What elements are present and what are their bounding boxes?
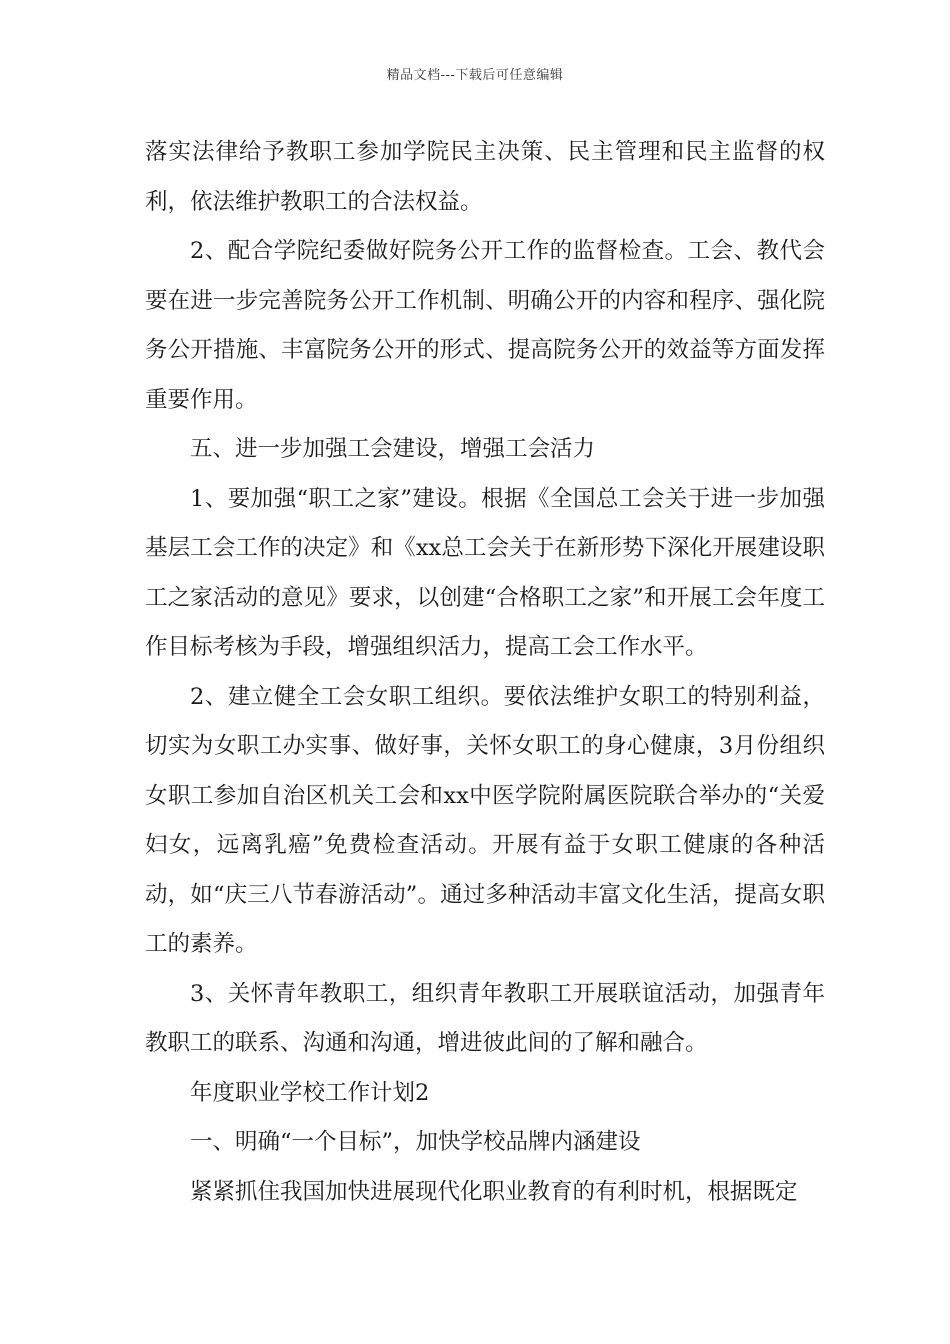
- document-body: [145, 128, 825, 1217]
- paragraph-item-1-workers-home: 1、要加强“职工之家”建设。根据《全国总工会关于进一步加强基层工会工作的决定》和《xx总工会关于在新形势下深化开展建设职工之家活动的意见》要求，以创建“合格职工之家”和开展工会年度工作目标考核为手段，增强组织活力，提高工会工作水平。: [145, 485, 825, 660]
- paragraph-opening: 紧紧抓住我国加快进展现代化职业教育的有利时机，根据既定: [190, 1178, 798, 1205]
- paragraph-item-3-young-workers: 3、关怀青年教职工，组织青年教职工开展联谊活动，加强青年教职工的联系、沟通和沟通，增进彼此间的了解和融合。: [145, 980, 825, 1056]
- paragraph-item-2-female-workers: 2、建立健全工会女职工组织。要依法维护女职工的特别利益，切实为女职工办实事、做好事，关怀女职工的身心健康，3月份组织女职工参加自治区机关工会和xx中医学院附属医院联合举办的“关爱妇女，远离乳癌”免费检查活动。开展有益于女职工健康的各种活动，如“庆三八节春游活动”。通过多种活动丰富文化生活，提高女职工的素养。: [145, 683, 825, 957]
- document-title-plan-2: 年度职业学校工作计划2: [190, 1079, 430, 1106]
- page-header: 精品文档---下载后可任意编辑: [386, 68, 564, 83]
- section-heading-five: 五、进一步加强工会建设，增强工会活力: [190, 436, 596, 462]
- section-heading-one: 一、明确“一个目标”，加快学校品牌内涵建设: [190, 1129, 641, 1155]
- paragraph-continuation: 落实法律给予教职工参加学院民主决策、民主管理和民主监督的权利，依法维护教职工的合法权益。: [145, 139, 825, 215]
- paragraph-item-2-supervision: 2、配合学院纪委做好院务公开工作的监督检查。工会、教代会要在进一步完善院务公开工作机制、明确公开的内容和程序、强化院务公开措施、丰富院务公开的形式、提高院务公开的效益等方面发挥重要作用。: [145, 238, 825, 413]
